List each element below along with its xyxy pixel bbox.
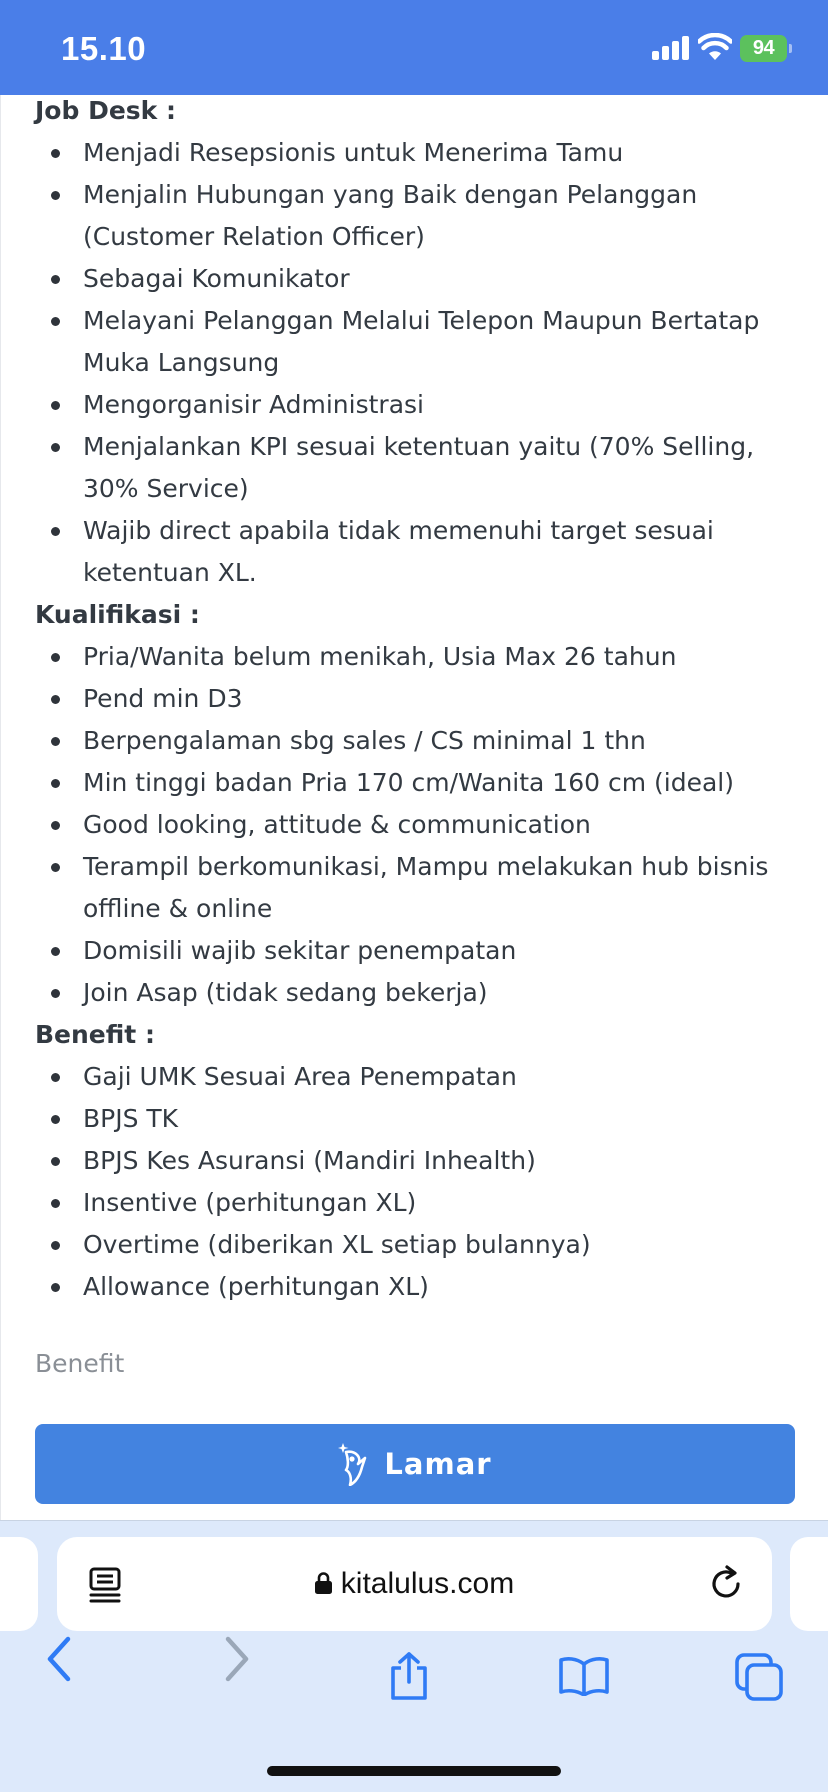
rocket-person-icon xyxy=(338,1442,368,1486)
list-item: Menjalin Hubungan yang Baik dengan Pelanggan (Customer Relation Officer) xyxy=(35,174,795,258)
list-item: Wajib direct apabila tidak memenuhi target sesuai ketentuan XL. xyxy=(35,510,795,594)
battery-level: 94 xyxy=(740,35,787,62)
list-item: Menjalankan KPI sesuai ketentuan yaitu (70% Selling, 30% Service) xyxy=(35,426,795,510)
benefit-section-label: Benefit xyxy=(35,1349,125,1378)
url-display[interactable] xyxy=(57,1537,772,1631)
job-desk-list xyxy=(35,132,795,594)
list-item: BPJS TK xyxy=(35,1098,795,1140)
status-bar xyxy=(0,0,828,95)
address-bar[interactable] xyxy=(57,1537,772,1631)
bookmarks-icon[interactable] xyxy=(558,1656,610,1696)
battery-icon xyxy=(740,35,792,62)
benefit-heading: Benefit : xyxy=(35,1020,155,1049)
forward-icon[interactable] xyxy=(222,1635,252,1683)
kualifikasi-heading: Kualifikasi : xyxy=(35,600,200,629)
job-detail-body xyxy=(35,95,795,1504)
list-item: Sebagai Komunikator xyxy=(35,258,795,300)
list-item: Pend min D3 xyxy=(35,678,795,720)
back-icon[interactable] xyxy=(44,1635,74,1683)
battery-tip xyxy=(789,44,792,53)
share-icon[interactable] xyxy=(388,1651,430,1701)
reload-icon[interactable] xyxy=(709,1565,745,1603)
list-item: Pria/Wanita belum menikah, Usia Max 26 tahun xyxy=(35,636,795,678)
list-item: Insentive (perhitungan XL) xyxy=(35,1182,795,1224)
wifi-icon xyxy=(698,33,732,60)
lock-icon xyxy=(315,1572,332,1594)
list-item: Terampil berkomunikasi, Mampu melakukan hub bisnis offline & online xyxy=(35,846,795,930)
url-text: kitalulus.com xyxy=(340,1567,515,1600)
list-item: BPJS Kes Asuransi (Mandiri Inhealth) xyxy=(35,1140,795,1182)
job-detail-content[interactable] xyxy=(0,95,828,1520)
apply-button-label: Lamar xyxy=(384,1447,492,1481)
list-item: Berpengalaman sbg sales / CS minimal 1 thn xyxy=(35,720,795,762)
list-item: Mengorganisir Administrasi xyxy=(35,384,795,426)
job-desk-heading: Job Desk : xyxy=(35,96,176,125)
status-time: 15.10 xyxy=(61,30,147,67)
next-tab-preview[interactable] xyxy=(790,1537,828,1631)
benefit-list xyxy=(35,1056,795,1308)
kualifikasi-list xyxy=(35,636,795,1014)
list-item: Domisili wajib sekitar penempatan xyxy=(35,930,795,972)
list-item: Overtime (diberikan XL setiap bulannya) xyxy=(35,1224,795,1266)
list-item: Allowance (perhitungan XL) xyxy=(35,1266,795,1308)
list-item: Min tinggi badan Pria 170 cm/Wanita 160 cm (ideal) xyxy=(35,762,795,804)
list-item: Good looking, attitude & communication xyxy=(35,804,795,846)
list-item: Gaji UMK Sesuai Area Penempatan xyxy=(35,1056,795,1098)
cellular-signal-icon xyxy=(652,36,690,60)
tabs-icon[interactable] xyxy=(734,1652,784,1702)
list-item: Menjadi Resepsionis untuk Menerima Tamu xyxy=(35,132,795,174)
list-item: Join Asap (tidak sedang bekerja) xyxy=(35,972,795,1014)
home-indicator[interactable] xyxy=(267,1766,561,1776)
previous-tab-preview[interactable] xyxy=(0,1537,38,1631)
apply-button[interactable] xyxy=(35,1424,795,1504)
list-item: Melayani Pelanggan Melalui Telepon Maupun Bertatap Muka Langsung xyxy=(35,300,795,384)
